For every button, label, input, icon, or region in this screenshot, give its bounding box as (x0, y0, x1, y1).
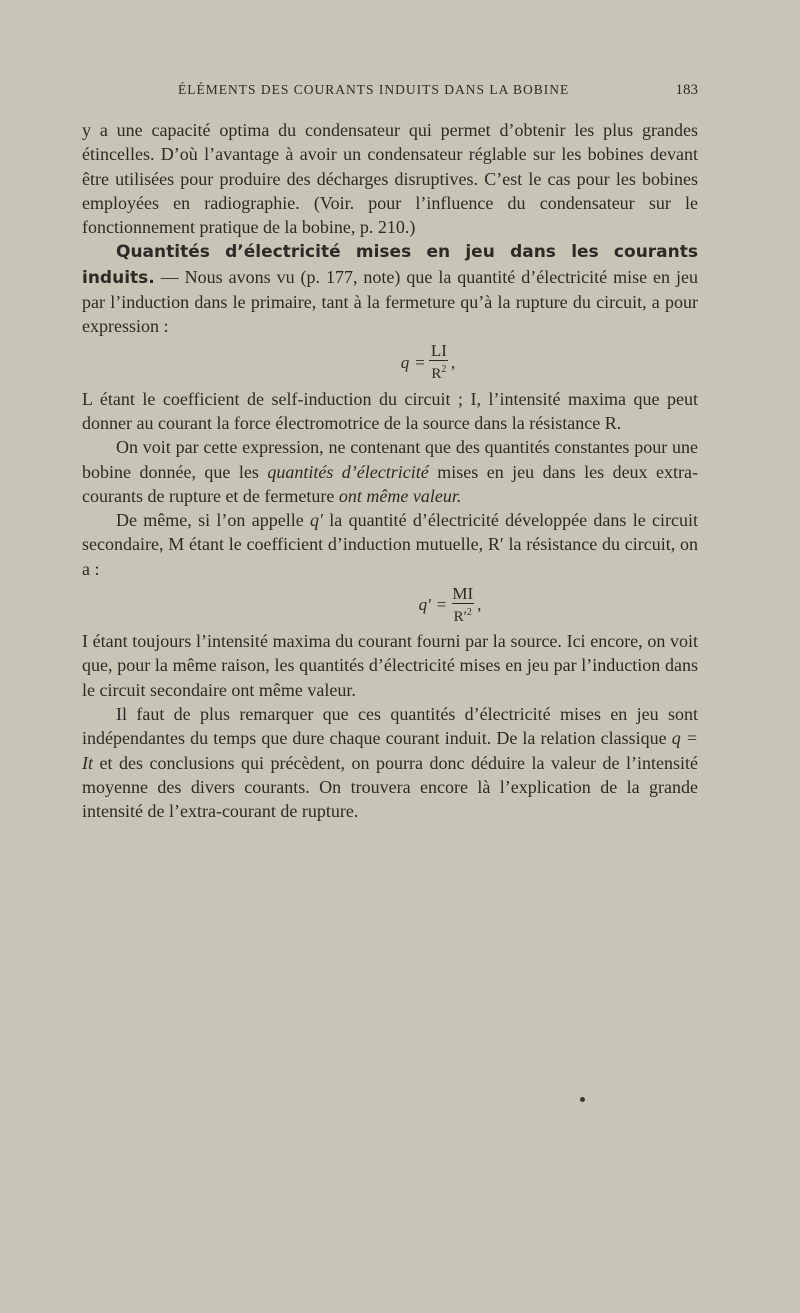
formula-q-prime-equals: = (436, 594, 447, 614)
paragraph-7-a: Il faut de plus remarquer que ces quantités d’électricité mises en jeu sont indépendantes du temps que dure chaque courant induit. De la relation classique (82, 703, 698, 749)
paragraph-4-c: mises en jeu dans les deux extra-courants de rupture et de fermeture (82, 461, 698, 506)
paragraph-4-italic-1: quantités d’électricité (267, 461, 429, 482)
page-body (82, 118, 698, 823)
page-number: 183 (675, 82, 698, 98)
formula-q-prime-lhs: q′ (418, 594, 431, 614)
formula-q (82, 339, 698, 387)
formula-q-den-exp: 2 (441, 364, 447, 376)
section-heading: Quantités d’électricité mises en jeu dans les courants induits. (82, 242, 698, 288)
formula-q-equals: = (415, 352, 425, 372)
formula-q-prime-den-base: R′ (453, 608, 467, 625)
formula-q-comma: , (450, 352, 456, 372)
paragraph-5-q-prime: q′ (310, 510, 323, 531)
formula-q-lhs: q (400, 352, 410, 372)
paragraph-4-italic-2: ont même valeur. (338, 485, 462, 506)
paragraph-6: I étant toujours l’intensité maxima du courant fourni par la source. Ici encore, on voit que, pour la même raison, les quantités d’électricité mises en jeu par l’induction dans le circuit secondaire ont même valeur. (82, 631, 698, 700)
paragraph-1: y a une capacité optima du condensateur qui permet d’obtenir les plus grandes étincelles. D’où l’avantage à avoir un condensateur réglable sur les bobines devant être utilisées pour produire des décharges disruptives. C’est le cas pour les bobines employées en radiographie. (Voir. pour l’influence du condensateur sur le fonctionnement pratique de la bobine, p. 210.) (82, 120, 698, 238)
formula-q-fraction (429, 342, 449, 383)
paragraph-2 (82, 239, 698, 338)
formula-q-prime-numerator: MI (452, 583, 474, 603)
paragraph-5-b: la quantité d’électricité développée dans le circuit secondaire, M étant le coefficient d’induction mutuelle, R′ la résistance du circuit, on a : (82, 510, 698, 579)
formula-q-den-base: R (431, 366, 442, 383)
ink-speck (580, 1097, 585, 1102)
formula-q-prime-denominator (452, 603, 474, 626)
formula-q-prime (82, 581, 698, 629)
paragraph-7-b: et des conclusions qui précèdent, on pourra donc déduire la valeur de l’intensité moyenne des divers courants. On trouvera encore là l’explication de la grande intensité de l’extra-courant de rupture. (82, 752, 698, 822)
formula-q-denominator (429, 360, 448, 383)
paragraph-4 (82, 435, 698, 508)
paragraph-7-equation: q = It (82, 728, 698, 773)
formula-q-prime-comma: , (477, 594, 482, 614)
formula-q-prime-fraction (450, 585, 475, 626)
paragraph-5 (82, 508, 698, 581)
paragraph-4-a: On voit par cette expression, ne contenant que des quantités constantes pour une bobine donnée, que les (82, 437, 698, 482)
running-title: ÉLÉMENTS DES COURANTS INDUITS DANS LA BOBINE (178, 82, 570, 97)
paragraph-3: L étant le coefficient de self-induction du circuit ; I, l’intensité maxima que peut donner au courant la force électromotrice de la source dans la résistance R. (82, 388, 698, 433)
formula-q-numerator: LI (430, 341, 447, 361)
paragraph-2-text: — Nous avons vu (p. 177, note) que la quantité d’électricité mise en jeu par l’induction dans le primaire, tant à la fermeture qu’à la rupture du circuit, a pour expression : (82, 266, 698, 337)
paragraph-7 (82, 702, 698, 823)
paragraph-5-a: De même, si l’on appelle (116, 510, 311, 531)
formula-q-prime-den-exp: 2 (466, 606, 472, 618)
